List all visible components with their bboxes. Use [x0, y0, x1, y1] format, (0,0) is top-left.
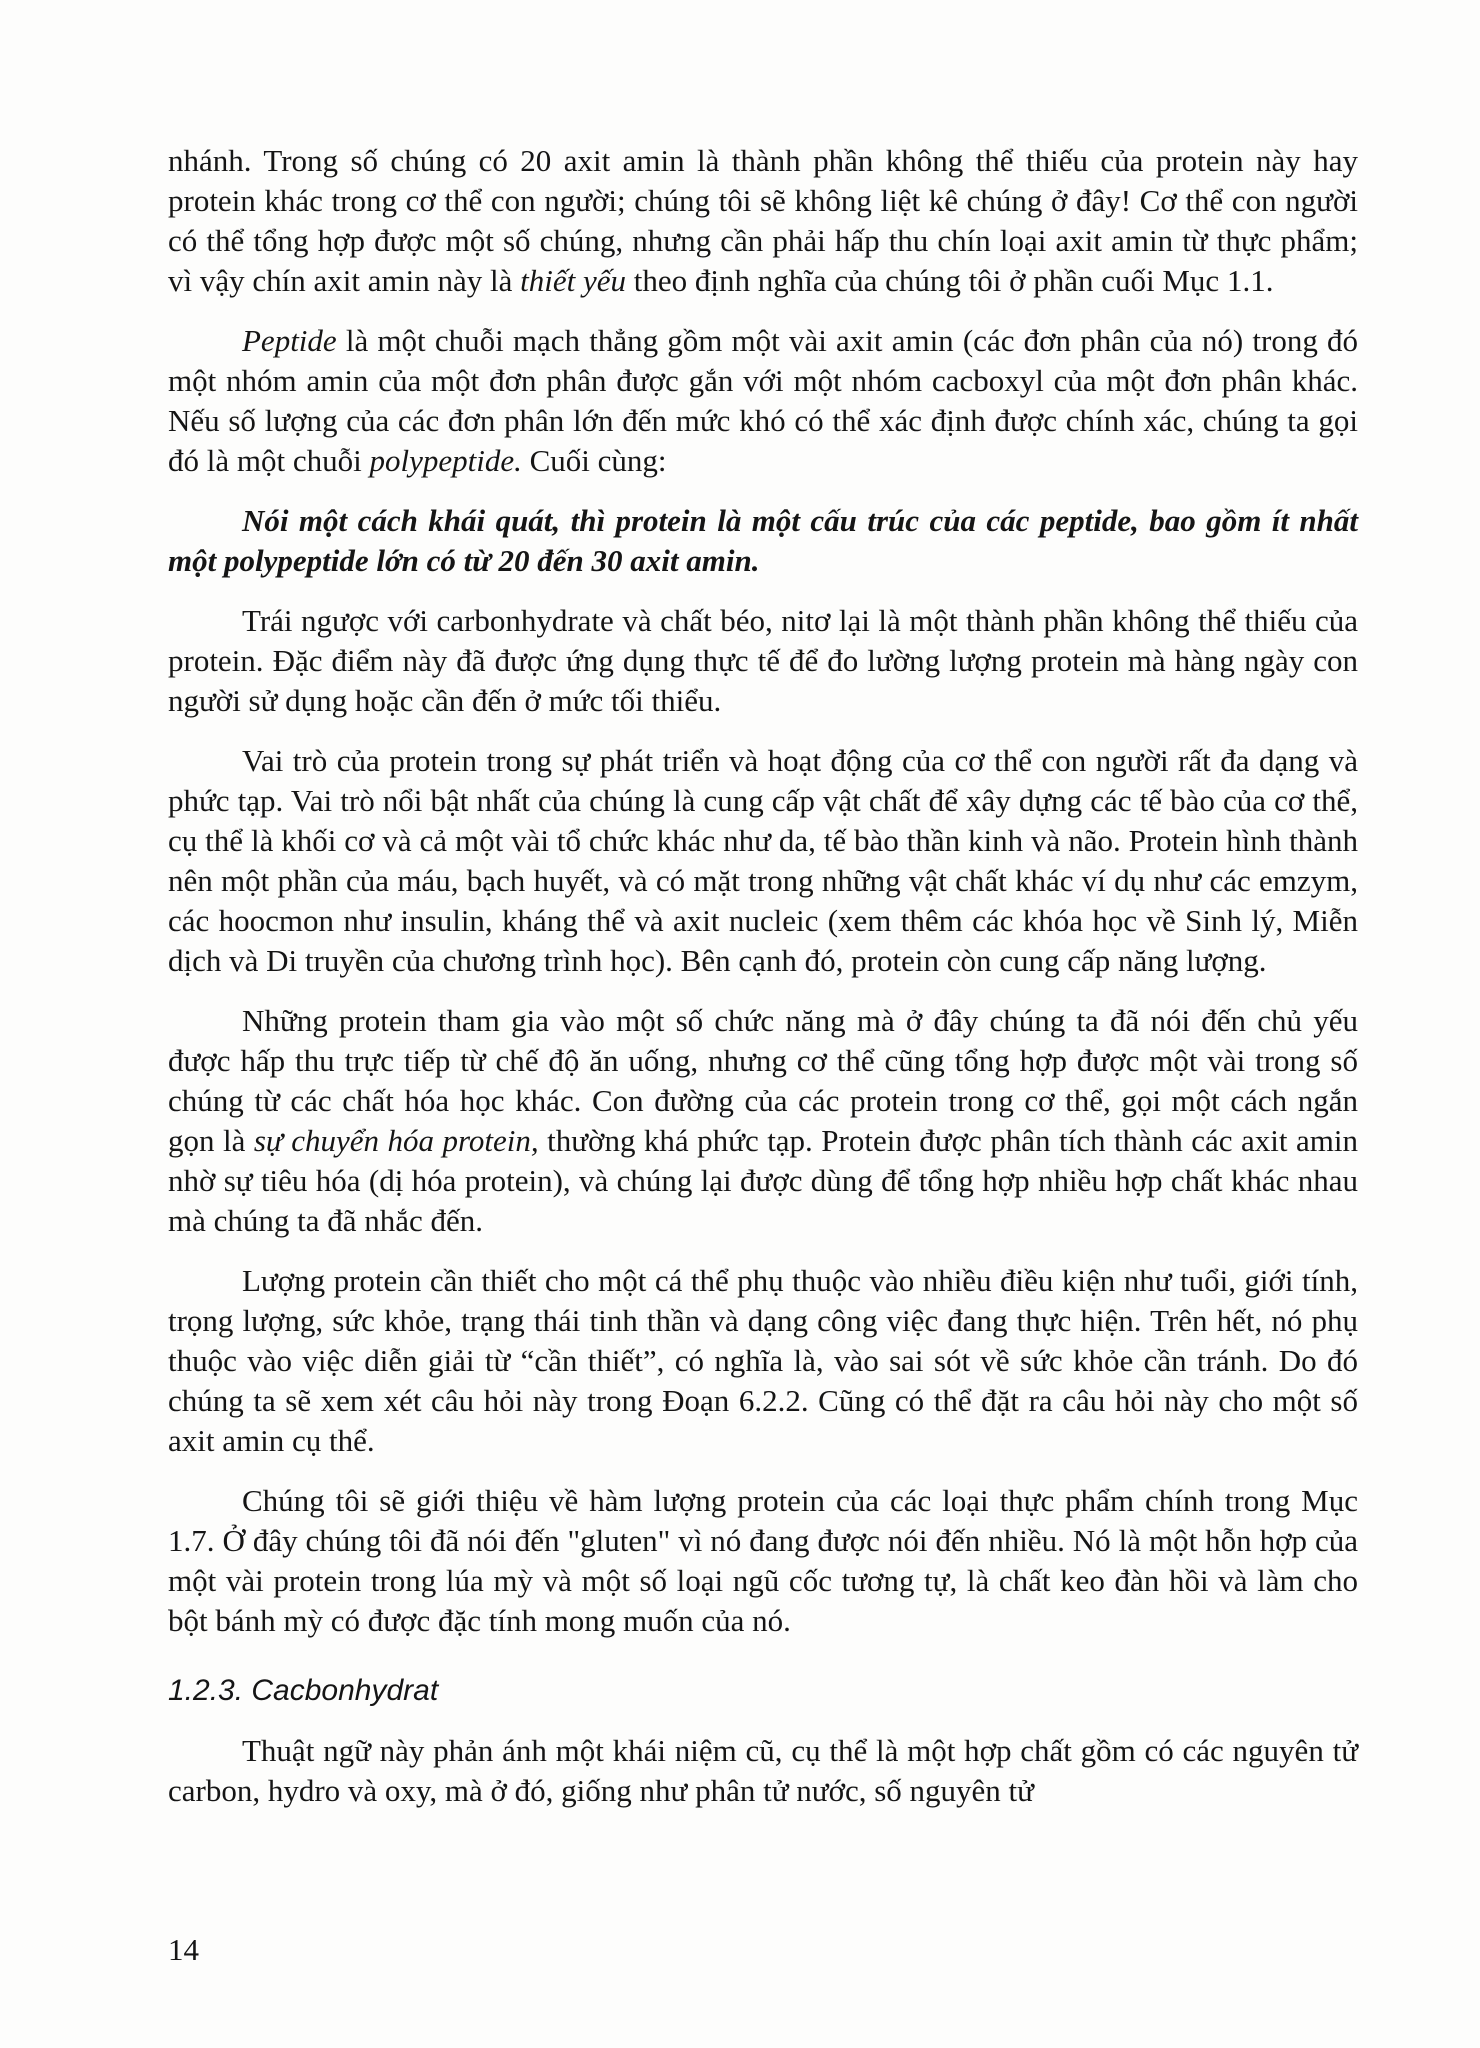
text-segment: Những protein tham gia vào một số chức năng mà ở đây chúng ta đã nói đến chủ yếu được hấp thu trực tiếp từ chế độ ăn uống, nhưng cơ thể cũng tổng hợp được một vài trong số chúng từ các chất hóa học khác. Con đường của các protein trong cơ thể, gọi một cách ngắn gọn là [168, 1003, 1358, 1158]
text-segment: Vai trò của protein trong sự phát triển và hoạt động của cơ thể con người rất đa dạng và phức tạp. Vai trò nổi bật nhất của chúng là cung cấp vật chất để xây dựng các tế bào của cơ thể, cụ thể là khối cơ và cả một vài tổ chức khác như da, tế bào thần kinh và não. Protein hình thành nên một phần của máu, bạch huyết, và có mặt trong những vật chất khác ví dụ như các emzym, các hoocmon như insulin, kháng thể và axit nucleic (xem thêm các khóa học về Sinh lý, Miễn dịch và Di truyền của chương trình học). Bên cạnh đó, protein còn cung cấp năng lượng. [168, 743, 1358, 978]
italic-term-peptide: Peptide [242, 323, 337, 358]
paragraph-protein-definition-highlight [168, 501, 1358, 581]
text-segment: Thuật ngữ này phản ánh một khái niệm cũ, cụ thể là một hợp chất gồm có các nguyên tử carbon, hydro và oxy, mà ở đó, giống như phân tử nước, số nguyên tử [168, 1733, 1358, 1808]
text-segment: Nói một cách khái quát, thì protein là một cấu trúc của các peptide, bao gồm ít nhất một polypeptide lớn có từ 20 đến 30 axit amin. [168, 503, 1358, 578]
text-segment: Trái ngược với carbonhydrate và chất béo, nitơ lại là một thành phần không thể thiếu của protein. Đặc điểm này đã được ứng dụng thực tế để đo lường lượng protein mà hàng ngày con người sử dụng hoặc cần đến ở mức tối thiểu. [168, 603, 1358, 718]
text-segment: nhánh. Trong số chúng có 20 axit amin là thành phần không thể thiếu của protein này hay protein khác trong cơ thể con người; chúng tôi sẽ không liệt kê chúng ở đây! Cơ thể con người có thể tổng hợp được một số chúng, nhưng cần phải hấp thu chín loại axit amin từ thực phẩm; vì vậy chín axit amin này là [168, 143, 1358, 298]
paragraph-nitrogen [168, 601, 1358, 721]
paragraph-protein-requirements [168, 1261, 1358, 1461]
paragraph-gluten [168, 1481, 1358, 1641]
text-segment: là một chuỗi mạch thẳng gồm một vài axit amin (các đơn phân của nó) trong đó một nhóm amin của một đơn phân được gắn với một nhóm cacboxyl của một đơn phân khác. Nếu số lượng của các đơn phân lớn đến mức khó có thể xác định được chính xác, chúng ta gọi đó là một chuỗi [168, 323, 1358, 478]
italic-term-protein-metabolism: sự chuyển hóa protein, [253, 1123, 539, 1158]
text-segment: Lượng protein cần thiết cho một cá thể phụ thuộc vào nhiều điều kiện như tuổi, giới tính, trọng lượng, sức khỏe, trạng thái tinh thần và dạng công việc đang thực hiện. Trên hết, nó phụ thuộc vào việc diễn giải từ “cần thiết”, có nghĩa là, vào sai sót về sức khỏe cần tránh. Do đó chúng ta sẽ xem xét câu hỏi này trong Đoạn 6.2.2. Cũng có thể đặt ra câu hỏi này cho một số axit amin cụ thể. [168, 1263, 1358, 1458]
paragraph-protein-metabolism [168, 1001, 1358, 1241]
page-body [168, 141, 1358, 1831]
page-number: 14 [168, 1932, 199, 1967]
text-segment: Cuối cùng: [521, 443, 667, 478]
text-segment: thường khá phức tạp. Protein được phân tích thành các axit amin nhờ sự tiêu hóa (dị hóa protein), và chúng lại được dùng để tổng hợp nhiều hợp chất khác nhau mà chúng ta đã nhắc đến. [168, 1123, 1358, 1238]
italic-term-thiet-yeu: thiết yếu [520, 263, 626, 298]
italic-term-polypeptide: polypeptide. [369, 443, 522, 478]
paragraph-peptide-definition [168, 321, 1358, 481]
text-segment: Chúng tôi sẽ giới thiệu về hàm lượng protein của các loại thực phẩm chính trong Mục 1.7. Ở đây chúng tôi đã nói đến "gluten" vì nó đang được nói đến nhiều. Nó là một hỗn hợp của một vài protein trong lúa mỳ và một số loại ngũ cốc tương tự, là chất keo đàn hồi và làm cho bột bánh mỳ có được đặc tính mong muốn của nó. [168, 1483, 1358, 1638]
text-segment: theo định nghĩa của chúng tôi ở phần cuối Mục 1.1. [625, 263, 1274, 298]
paragraph-protein-roles [168, 741, 1358, 981]
paragraph-essential-amino-acids [168, 141, 1358, 301]
paragraph-carbohydrate-intro [168, 1731, 1358, 1811]
section-heading-carbohydrate: 1.2.3. Cacbonhydrat [168, 1674, 439, 1707]
